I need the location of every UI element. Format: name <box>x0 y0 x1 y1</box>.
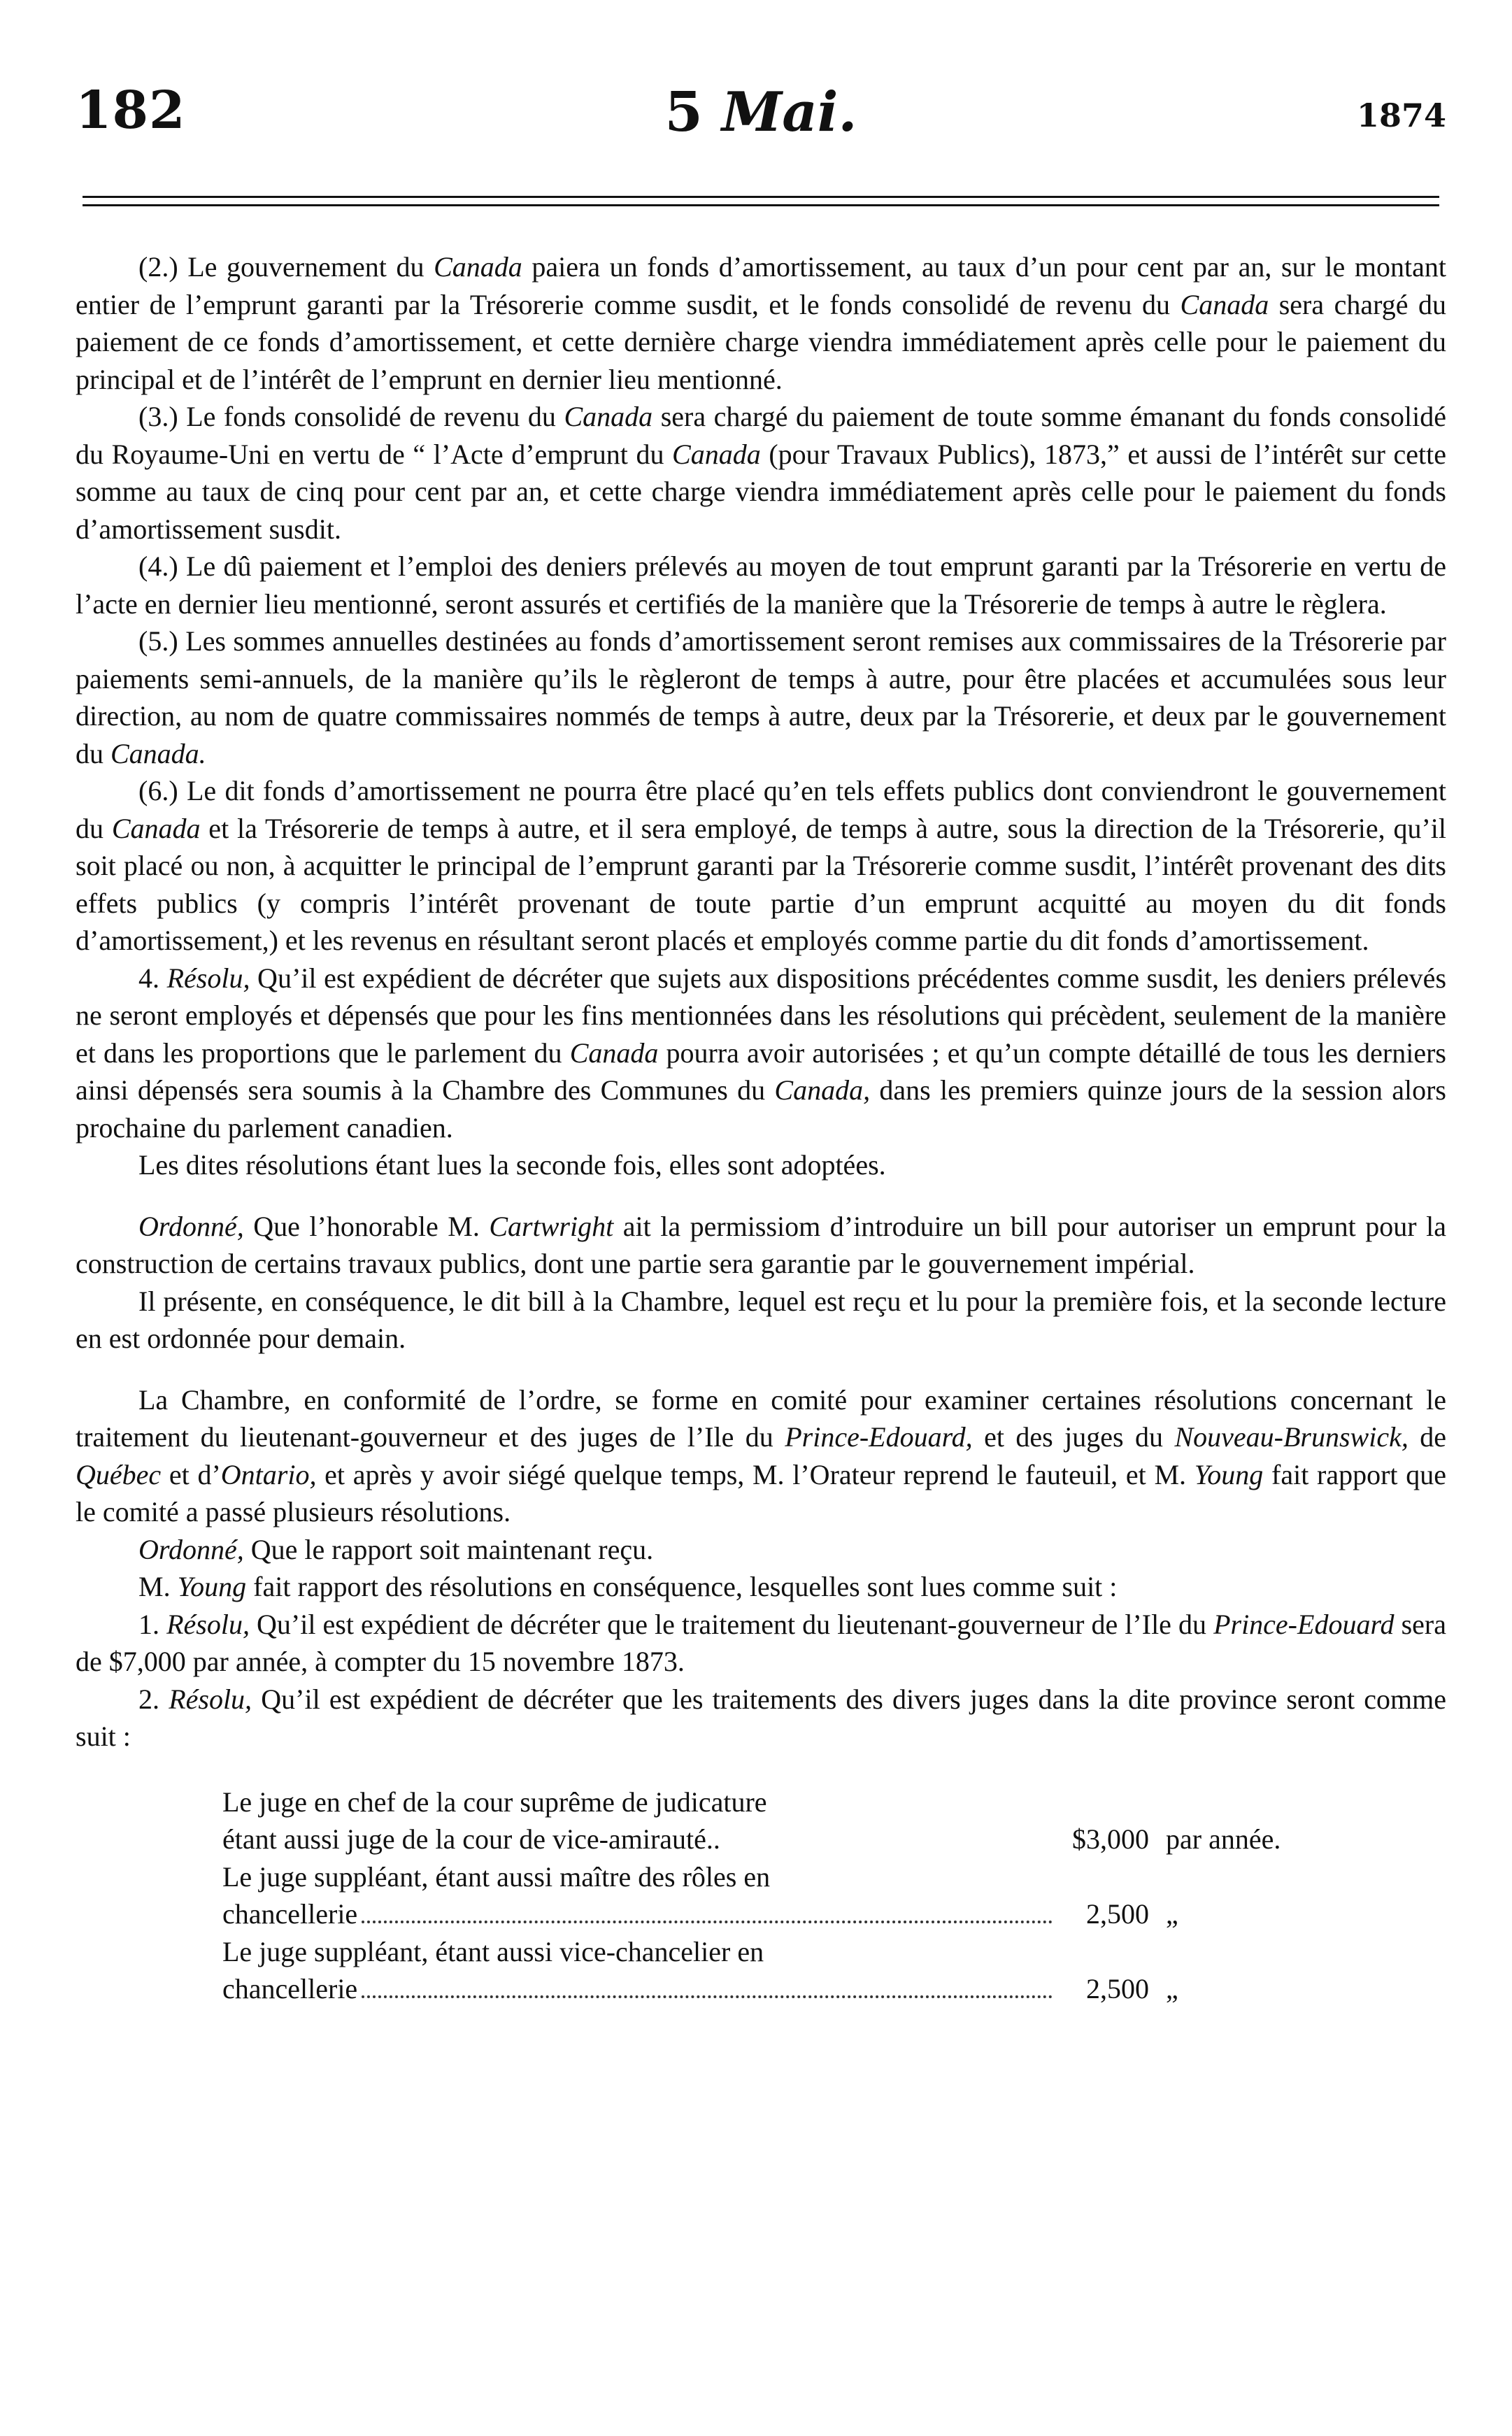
salary-line-2: chancellerie <box>222 1898 358 1930</box>
italic-text: Canada <box>569 1037 659 1069</box>
salary-line-2-wrap <box>222 1970 1058 2008</box>
dot-leader <box>362 1921 1053 1923</box>
italic-text: Résolu, <box>166 1608 250 1640</box>
salary-amount: 2,500 <box>1086 1973 1149 2004</box>
italic-text: Canada <box>1180 288 1269 320</box>
salary-line-1: Le juge suppléant, étant aussi vice-chancelier en <box>222 1935 764 1967</box>
italic-text: Résolu, <box>169 1683 252 1715</box>
salary-unit: „ <box>1166 1898 1178 1930</box>
text-run: (6.) Le dit fonds d’amortissement ne pourra être placé qu’en tels effets publics dont conviendront le gouvernement du <box>76 775 1446 844</box>
italic-text: Résolu, <box>166 962 250 994</box>
paragraph <box>76 1531 1446 1569</box>
text-run: (3.) Le fonds consolidé de revenu du <box>138 401 564 432</box>
page-date <box>76 80 1446 144</box>
paragraph <box>76 1606 1446 1681</box>
salary-line-2-wrap <box>222 1895 1058 1933</box>
salary-description <box>222 1783 1058 1858</box>
page-header <box>76 42 1446 144</box>
salary-amount-cell <box>1037 1970 1178 2008</box>
paragraph <box>76 1146 1446 1184</box>
salary-amount-cell <box>1037 1821 1281 1858</box>
italic-text: Young <box>1194 1458 1264 1490</box>
paragraph <box>76 248 1446 398</box>
page-body <box>76 248 1446 2008</box>
salary-unit: par année. <box>1166 1823 1281 1855</box>
text-run: (pour Travaux Publics), 1873,” et aussi de l’intérêt sur cette somme au taux de cinq pour cent par an, et cette charge viendra immédiatement après celle pour le paiement du fonds d’amortissement susdit. <box>76 438 1446 545</box>
italic-text: Canada, <box>774 1074 871 1106</box>
italic-text: Canada <box>111 812 201 844</box>
text-run: paiera un fonds d’amortissement, au taux d’un pour cent par an, sur le montant entier de l’emprunt garanti par la Trésorerie comme susdit, et le fonds consolidé de revenu du <box>76 251 1447 320</box>
text-run: Que le rapport soit maintenant reçu. <box>243 1533 654 1565</box>
text-run: (2.) Le gouvernement du <box>138 251 434 283</box>
italic-text: Canada <box>672 438 761 470</box>
text-run: (4.) Le dû paiement et l’emploi des deniers prélevés au moyen de tout emprunt garanti par la Trésorerie en vertu de l’acte en dernier lieu mentionné, seront assurés et certifiés de la manière que la Trésorerie de temps à autre le règlera. <box>76 550 1446 620</box>
text-run: Qu’il est expédient de décréter que les traitements des divers juges dans la dite province seront comme suit : <box>76 1683 1447 1752</box>
italic-text: Nouveau-Brunswick, <box>1174 1421 1408 1453</box>
text-run: Que l’honorable M. <box>243 1210 490 1242</box>
text-run: M. <box>138 1571 178 1602</box>
salary-amount: $3,000 <box>1072 1823 1149 1855</box>
text-run: Qu’il est expédient de décréter que le traitement du lieutenant-gouverneur de l’Ile du <box>249 1608 1214 1640</box>
text-run: Qu’il est expédient de décréter que sujets aux dispositions précédentes comme susdit, les deniers prélevés ne seront employés et dépensés que pour les fins mentionnées dans les résolutions qui précèdent, seulement de la manière et dans les proportions que le parlement du <box>76 962 1447 1069</box>
salary-line-2: étant aussi juge de la cour de vice-amirauté.. <box>222 1823 720 1855</box>
salary-unit: „ <box>1166 1973 1178 2004</box>
salary-description <box>222 1933 1058 2008</box>
text-run: fait rapport des résolutions en conséquence, lesquelles sont lues comme suit : <box>246 1571 1118 1602</box>
text-run: (5.) Les sommes annuelles destinées au fonds d’amortissement seront remises aux commissaires de la Trésorerie par paiements semi-annuels, de la manière qu’ils le règleront de temps à autre, pour être placées et accumulées sous leur direction, au nom de quatre commissaires nommés de temps à autre, deux par la Trésorerie, et deux par le gouvernement du <box>76 625 1446 769</box>
text-run: pourra avoir autorisées ; et qu’un compte détaillé de tous les derniers ainsi dépensés sera soumis à la Chambre des Communes du <box>76 1037 1446 1106</box>
paragraph <box>76 960 1446 1147</box>
page-number: 182 <box>76 80 186 141</box>
header-rule <box>83 196 1439 206</box>
text-run: 1. <box>138 1608 167 1640</box>
text-run: Il présente, en conséquence, le dit bill à la Chambre, lequel est reçu et lu pour la première fois, et la seconde lecture en est ordonnée pour demain. <box>76 1285 1446 1354</box>
text-run: sera chargé du paiement de toute somme émanant du fonds consolidé du Royaume-Uni en vertu de “ l’Acte d’emprunt du <box>76 401 1446 470</box>
text-run: et après y avoir siégé quelque temps, M. l’Orateur reprend le fauteuil, et M. <box>316 1458 1194 1490</box>
paragraph <box>76 1568 1446 1606</box>
salary-table <box>222 1783 1313 2008</box>
salary-line-1: Le juge en chef de la cour suprême de judicature <box>222 1786 767 1818</box>
dot-leader <box>362 1995 1053 1998</box>
paragraph <box>76 1283 1446 1358</box>
text-run: ait la permissiom d’introduire un bill pour autoriser un emprunt pour la construction de certains travaux publics, dont une partie sera garantie par le gouvernement impérial. <box>76 1210 1446 1279</box>
paragraph <box>76 1208 1446 1283</box>
paragraph <box>76 1681 1446 1755</box>
italic-text: Canada <box>564 401 653 432</box>
date-day: 5 <box>664 80 703 144</box>
italic-text: Young <box>177 1571 247 1602</box>
salary-line-1: Le juge suppléant, étant aussi maître des rôles en <box>222 1860 771 1893</box>
date-month: Mai. <box>721 80 857 144</box>
text-run: fait rapport que le comité a passé plusieurs résolutions. <box>76 1458 1447 1527</box>
text-run: de <box>1408 1421 1447 1453</box>
italic-text: Ordonné, <box>138 1533 244 1565</box>
paragraph <box>76 548 1446 622</box>
text-run: 2. <box>138 1683 169 1715</box>
salary-amount-cell <box>1037 1895 1178 1933</box>
italic-text: Ontario, <box>220 1458 317 1490</box>
paragraph <box>76 1381 1446 1531</box>
text-run: 4. <box>138 962 167 994</box>
salary-amount: 2,500 <box>1086 1898 1149 1930</box>
italic-text: Canada. <box>110 737 206 769</box>
salary-row <box>222 1783 1313 1858</box>
italic-text: Prince-Edouard <box>1213 1608 1395 1640</box>
page-year: 1874 <box>1356 97 1446 134</box>
italic-text: Ordonné, <box>138 1210 244 1242</box>
italic-text: Canada <box>434 251 522 283</box>
paragraph-list <box>76 248 1446 1755</box>
text-run: et des juges du <box>972 1421 1175 1453</box>
text-run: sera de $7,000 par année, à compter du 15 novembre 1873. <box>76 1608 1446 1677</box>
italic-text: Cartwright <box>489 1210 614 1242</box>
salary-row <box>222 1858 1313 1933</box>
text-run: et d’ <box>161 1458 221 1490</box>
text-run: Les dites résolutions étant lues la seconde fois, elles sont adoptées. <box>138 1149 886 1181</box>
text-run: sera chargé du paiement de ce fonds d’amortissement, et cette dernière charge viendra immédiatement après celle pour le paiement du principal et de l’intérêt de l’emprunt en dernier lieu mentionné. <box>76 288 1446 395</box>
paragraph <box>76 622 1446 772</box>
text-run: La Chambre, en conformité de l’ordre, se forme en comité pour examiner certaines résolutions concernant le traitement du lieutenant-gouverneur et des juges de l’Ile du <box>76 1383 1446 1453</box>
italic-text: Québec <box>76 1458 162 1490</box>
italic-text: Prince-Edouard, <box>785 1421 973 1453</box>
paragraph <box>76 772 1446 960</box>
salary-row <box>222 1933 1313 2008</box>
document-page <box>76 42 1447 2004</box>
salary-description <box>222 1858 1058 1933</box>
salary-line-2: chancellerie <box>222 1973 358 2004</box>
text-run: et la Trésorerie de temps à autre, et il sera employé, de temps à autre, sous la direction de la Trésorerie, qu’il soit placé ou non, à acquitter le principal de l’emprunt garanti par la Trésorerie comme susdit, l’intérêt provenant des dits effets publics (y compris l’intérêt provenant de toute partie d’un emprunt acquitté au moyen du dit fonds d’amortissement,) et les revenus en résultant seront placés et employés comme partie du dit fonds d’amortissement. <box>76 812 1446 956</box>
paragraph <box>76 398 1446 548</box>
text-run: dans les premiers quinze jours de la session alors prochaine du parlement canadien. <box>76 1074 1447 1144</box>
